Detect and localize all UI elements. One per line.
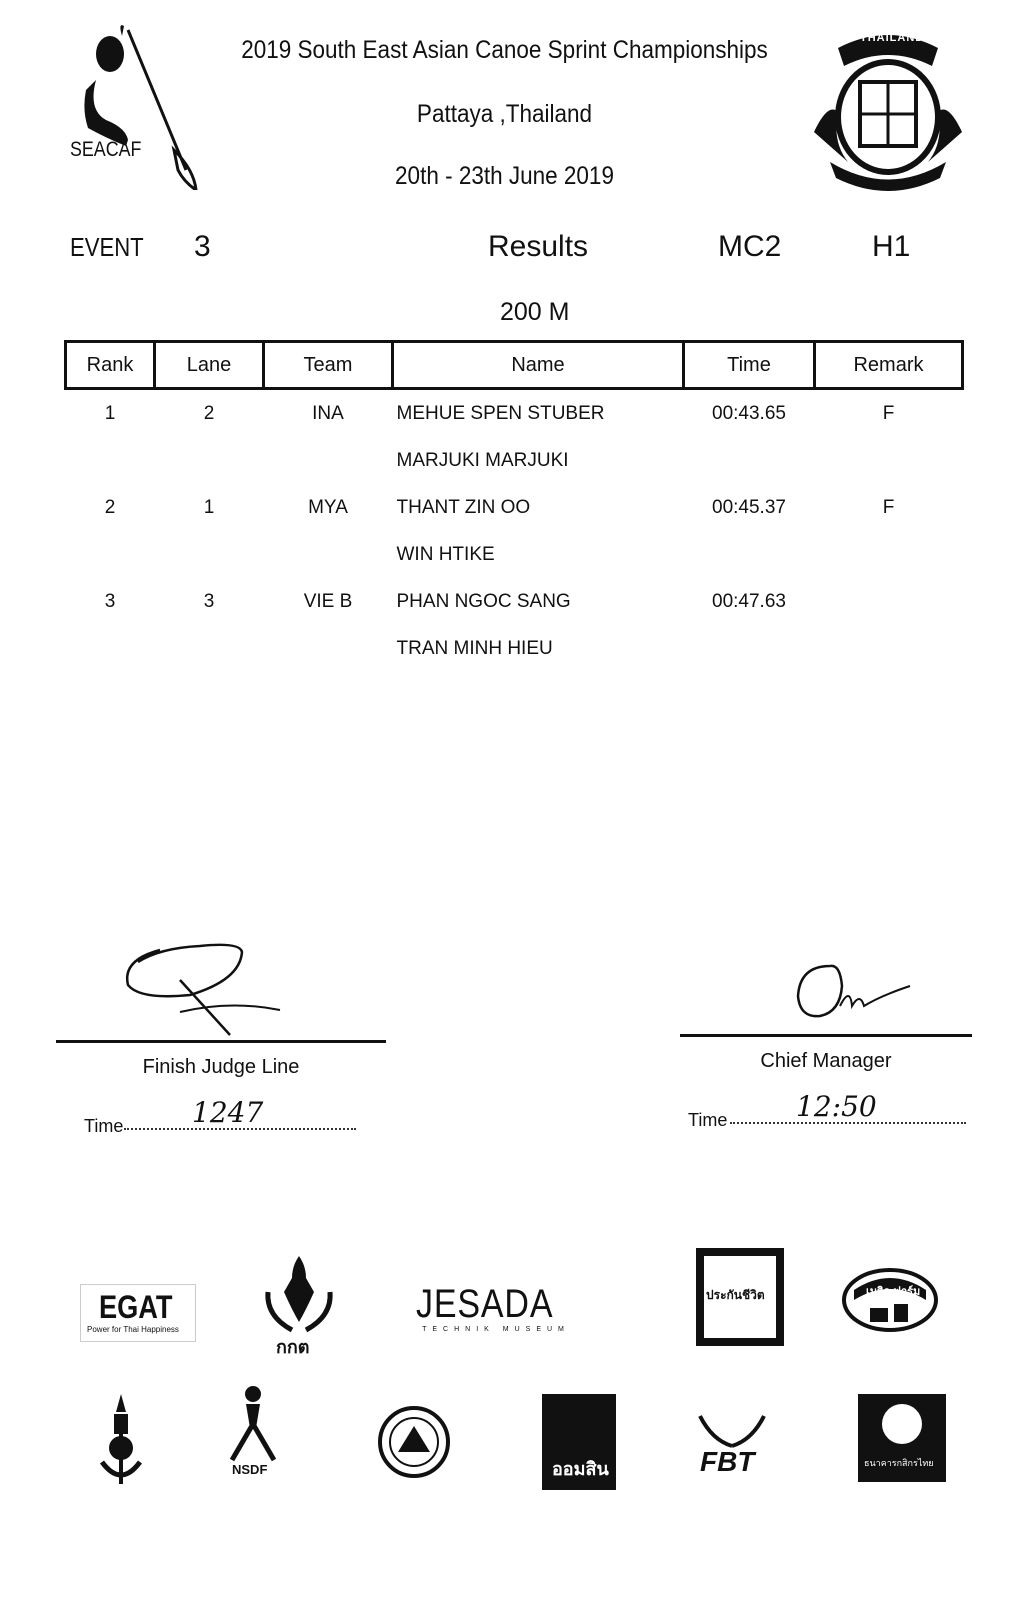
kbank-logo (858, 1394, 946, 1482)
egat-logo (80, 1284, 196, 1342)
left-time-value: 1247 (192, 1096, 264, 1129)
table-row (66, 437, 963, 484)
egat-tagline: Power for Thai Happiness (87, 1325, 179, 1334)
gsb-logo (542, 1394, 616, 1490)
egat-text: EGAT (99, 1289, 173, 1325)
left-time-label: Time (84, 1116, 124, 1136)
kkt-logo (262, 1252, 336, 1356)
torch-icon (218, 1384, 288, 1462)
col-time: Time (684, 342, 815, 389)
finish-judge-caption: Finish Judge Line (142, 1056, 300, 1078)
anchor-icon (96, 1392, 146, 1492)
laurel-icon (692, 1410, 772, 1450)
remark-cell (815, 578, 963, 625)
chief-manager-signature (790, 956, 940, 1036)
rank-cell: 2 (104, 496, 116, 518)
col-rank: Rank (66, 342, 155, 389)
rank-cell: 3 (104, 590, 116, 612)
remark-cell: F (882, 402, 895, 424)
chief-manager-line (680, 1034, 972, 1037)
col-remark: Remark (815, 342, 963, 389)
col-team: Team (264, 342, 393, 389)
event-category: MC2 (718, 230, 782, 263)
right-time-label: Time (688, 1110, 728, 1130)
fbt-logo (692, 1410, 772, 1480)
finish-judge-signature (120, 940, 290, 1040)
table-row (66, 578, 963, 625)
name-cell: PHAN NGOC SANG (396, 590, 571, 612)
lane-cell: 1 (203, 496, 215, 518)
finish-judge-line (56, 1040, 386, 1043)
lane-cell: 3 (203, 590, 215, 612)
table-row (66, 484, 963, 531)
emblem-text: THAILAND (860, 32, 925, 44)
insurance-text: ประกันชีวิต (706, 1288, 765, 1302)
right-time-value: 12:50 (796, 1090, 877, 1123)
university-seal (376, 1402, 452, 1482)
crest-icon (808, 22, 968, 192)
magic-farm-logo (842, 1262, 938, 1342)
team-cell: INA (312, 402, 344, 424)
championship-title: 2019 South East Asian Canoe Sprint Championships (241, 36, 768, 64)
time-cell: 00:43.65 (712, 402, 786, 424)
table-row (66, 389, 963, 438)
seacaf-label: SEACAF (70, 138, 142, 161)
time-cell: 00:45.37 (712, 496, 786, 518)
name-cell: TRAN MINH HIEU (396, 637, 553, 659)
jesada-text: JESADA (416, 1282, 554, 1326)
jesada-logo (416, 1282, 576, 1342)
fbt-text: FBT (700, 1446, 755, 1477)
header-row (66, 342, 963, 389)
seal-icon (376, 1402, 452, 1482)
results-table (64, 340, 964, 672)
time-cell: 00:47.63 (712, 590, 786, 612)
farm-text: เมจิก ฟาร์ม (866, 1286, 921, 1298)
col-name: Name (393, 342, 684, 389)
event-number: 3 (194, 230, 211, 263)
distance-label: 200 M (500, 298, 570, 326)
nsdf-logo (218, 1384, 288, 1490)
lane-cell: 2 (203, 402, 215, 424)
thailand-emblem (808, 22, 968, 192)
table-row (66, 625, 963, 672)
kkt-text: กกต (276, 1337, 310, 1357)
event-dates: 20th - 23th June 2019 (395, 162, 614, 190)
insurance-logo (696, 1248, 784, 1346)
name-cell: WIN HTIKE (396, 543, 495, 565)
rank-cell: 1 (104, 402, 116, 424)
team-cell: MYA (308, 496, 348, 518)
jesada-subtext: TECHNIK MUSEUM (422, 1326, 570, 1333)
chief-manager-caption: Chief Manager (760, 1050, 892, 1072)
event-label: EVENT (70, 232, 144, 262)
table-row (66, 531, 963, 578)
team-cell: VIE B (303, 590, 353, 612)
garuda-icon (262, 1252, 336, 1336)
heat-label: H1 (872, 230, 911, 263)
remark-cell: F (882, 496, 895, 518)
event-location: Pattaya ,Thailand (416, 100, 593, 128)
name-cell: MARJUKI MARJUKI (396, 449, 569, 471)
navy-logo (96, 1392, 146, 1492)
nsdf-text: NSDF (232, 1462, 268, 1477)
col-lane: Lane (155, 342, 264, 389)
name-cell: THANT ZIN OO (396, 496, 531, 518)
kbank-text: ธนาคารกสิกรไทย (864, 1458, 934, 1468)
results-heading: Results (488, 230, 589, 263)
name-cell: MEHUE SPEN STUBER (396, 402, 605, 424)
gsb-text: ออมสิน (552, 1459, 609, 1479)
